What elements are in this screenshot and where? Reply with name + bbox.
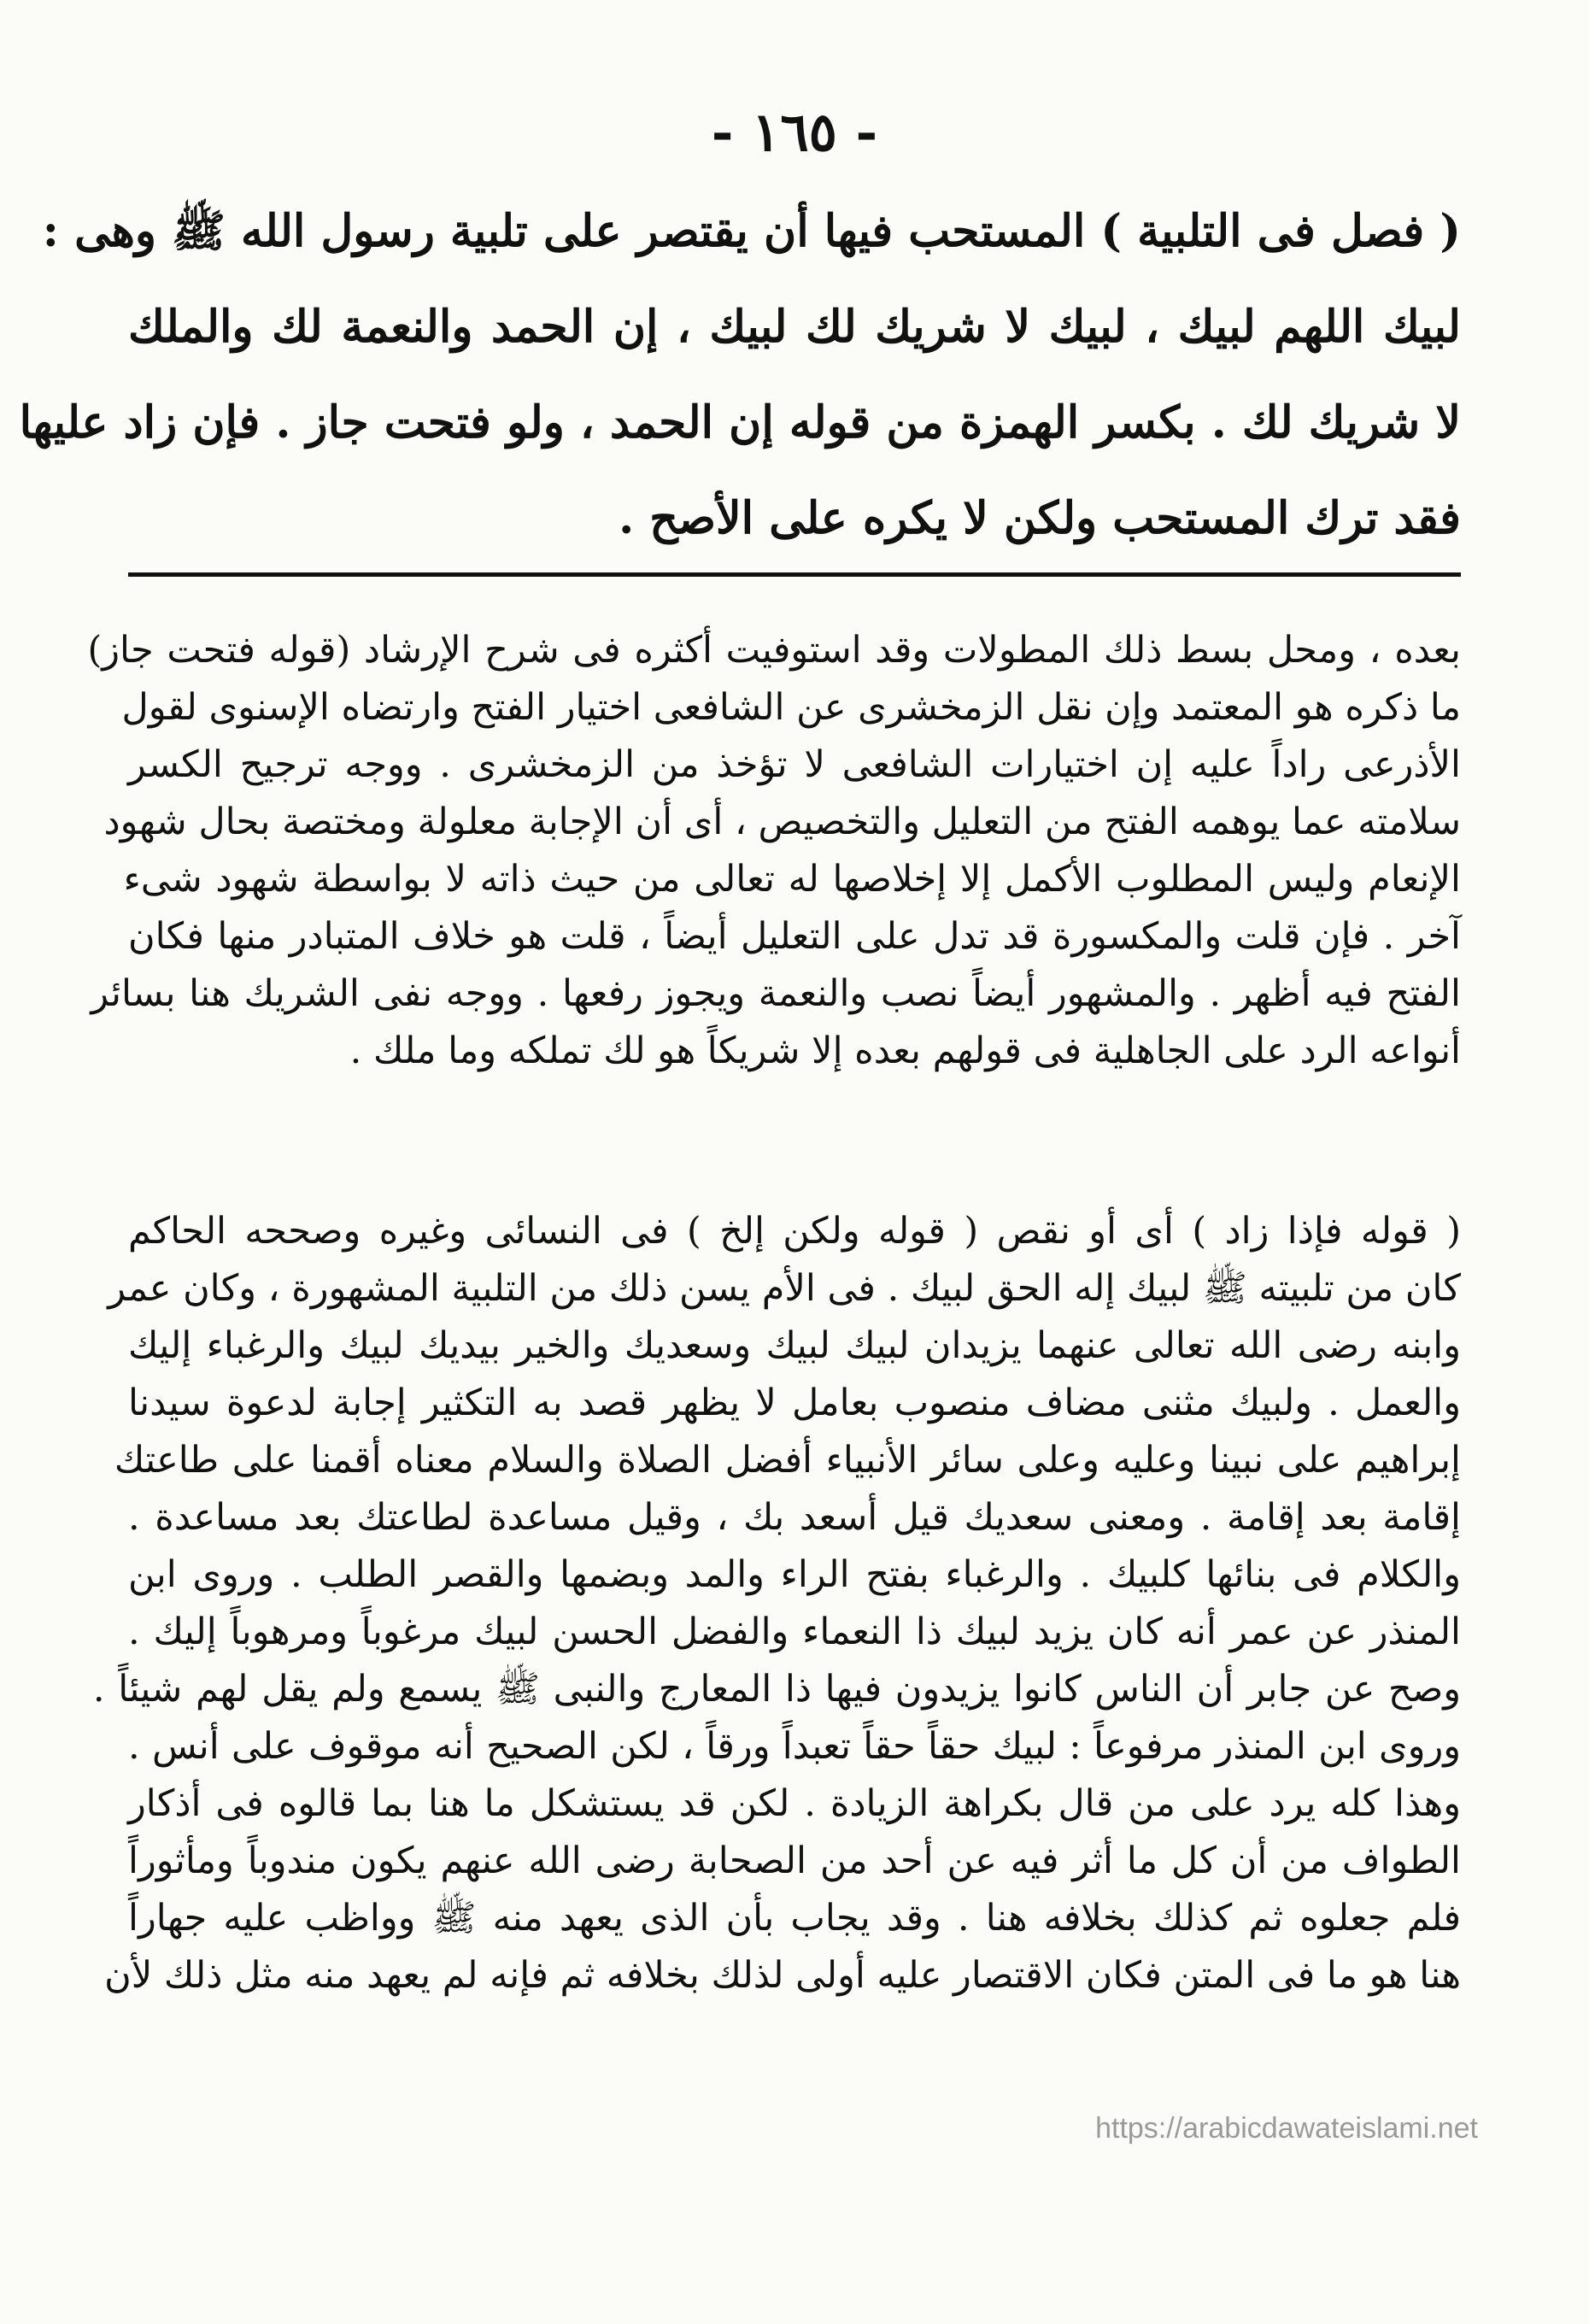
commentary-line: هنا هو ما فى المتن فكان الاقتصار عليه أولى لذلك بخلافه ثم فإنه لم يعهد منه مثل ذلك لأن [104, 1954, 1461, 1997]
commentary-line: المنذر عن عمر أنه كان يزيد لبيك ذا النعماء والفضل الحسن لبيك مرغوباً ومرهوباً إليك . [128, 1611, 1461, 1653]
separator-rule [128, 572, 1461, 577]
commentary-line: آخر . فإن قلت والمكسورة قد تدل على التعليل أيضاً ، قلت هو خلاف المتبادر منها فكان [128, 915, 1461, 958]
commentary-line: الإنعام وليس المطلوب الأكمل إلا إخلاصها له تعالى من حيث ذاته لا بواسطة شهود شىء [123, 858, 1461, 901]
commentary-line: إقامة بعد إقامة . ومعنى سعديك قيل أسعد بك ، وقيل مساعدة لطاعتك بعد مساعدة . [128, 1496, 1461, 1539]
commentary-line: سلامته عما يوهمه الفتح من التعليل والتخصيص ، أى أن الإجابة معلولة ومختصة بحال شهود [103, 801, 1461, 843]
main-text-line: فقد ترك المستحب ولكن لا يكره على الأصح . [619, 492, 1461, 544]
commentary-line: وصح عن جابر أن الناس كانوا يزيدون فيها ذا المعارج والنبى ﷺ يسمع ولم يقل لهم شيئاً . [92, 1668, 1461, 1711]
commentary-line: الطواف من أن كل ما أثر فيه عن أحد من الصحابة رضى الله عنهم يكون مندوباً ومأثوراً [128, 1840, 1461, 1882]
commentary-line: أنواعه الرد على الجاهلية فى قولهم بعده إلا شريكاً هو لك تملكه وما ملك . [349, 1030, 1461, 1072]
main-text [19, 184, 1461, 566]
main-text-line: ( فصل فى التلبية ) المستحب فيها أن يقتصر على تلبية رسول الله ﷺ وهى : [42, 205, 1461, 257]
commentary-paragraph-2 [92, 1203, 1461, 2004]
commentary-line: الأذرعى راداً عليه إن اختيارات الشافعى لا تؤخذ من الزمخشرى . ووجه ترجيح الكسر [128, 743, 1461, 786]
page-number: - ١٦٥ - [711, 101, 878, 163]
commentary-line: وهذا كله يرد على من قال بكراهة الزيادة . لكن قد يستشكل ما هنا بما قالوه فى أذكار [128, 1782, 1461, 1825]
commentary-line: الفتح فيه أظهر . والمشهور أيضاً نصب والنعمة ويجوز رفعها . ووجه نفى الشريك هنا بسائر [91, 972, 1461, 1015]
commentary-line: بعده ، ومحل بسط ذلك المطولات وقد استوفيت أكثره فى شرح الإرشاد (قوله فتحت جاز) [87, 629, 1461, 672]
commentary-line: ( قوله فإذا زاد ) أى أو نقص ( قوله ولكن إلخ ) فى النسائى وغيره وصححه الحاكم [128, 1210, 1461, 1253]
commentary-paragraph-1 [87, 622, 1461, 1080]
commentary-line: وروى ابن المنذر مرفوعاً : لبيك حقاً حقاً تعبداً ورقاً ، لكن الصحيح أنه موقوف على أنس . [128, 1725, 1461, 1768]
commentary-line: وابنه رضى الله تعالى عنهما يزيدان لبيك لبيك وسعديك والخير بيديك لبيك والرغباء إليك [128, 1324, 1461, 1367]
commentary-line: والعمل . ولبيك مثنى مضاف منصوب بعامل لا يظهر قصد به التكثير إجابة لدعوة سيدنا [128, 1382, 1461, 1424]
commentary-line: كان من تلبيته ﷺ لبيك إله الحق لبيك . فى الأم يسن ذلك من التلبية المشهورة ، وكان عمر [108, 1267, 1461, 1310]
commentary-line: ما ذكره هو المعتمد وإن نقل الزمخشرى عن الشافعى اختيار الفتح وارتضاه الإسنوى لقول [121, 686, 1461, 729]
commentary-line: والكلام فى بنائها كلبيك . والرغباء بفتح الراء والمد وبضمها والقصر الطلب . وروى ابن [128, 1553, 1461, 1596]
commentary-line: فلم جعلوه ثم كذلك بخلافه هنا . وقد يجاب بأن الذى يعهد منه ﷺ وواظب عليه جهاراً [128, 1897, 1461, 1940]
watermark-url: https://arabicdawateislami.net [1095, 2112, 1478, 2145]
commentary-line: إبراهيم على نبينا وعليه وعلى سائر الأنبياء أفضل الصلاة والسلام معناه أقمنا على طاعتك [114, 1439, 1461, 1482]
main-text-line: لا شريك لك . بكسر الهمزة من قوله إن الحمد ، ولو فتحت جاز . فإن زاد عليها [19, 396, 1461, 449]
main-text-line: لبيك اللهم لبيك ، لبيك لا شريك لك لبيك ، إن الحمد والنعمة لك والملك [128, 301, 1461, 353]
